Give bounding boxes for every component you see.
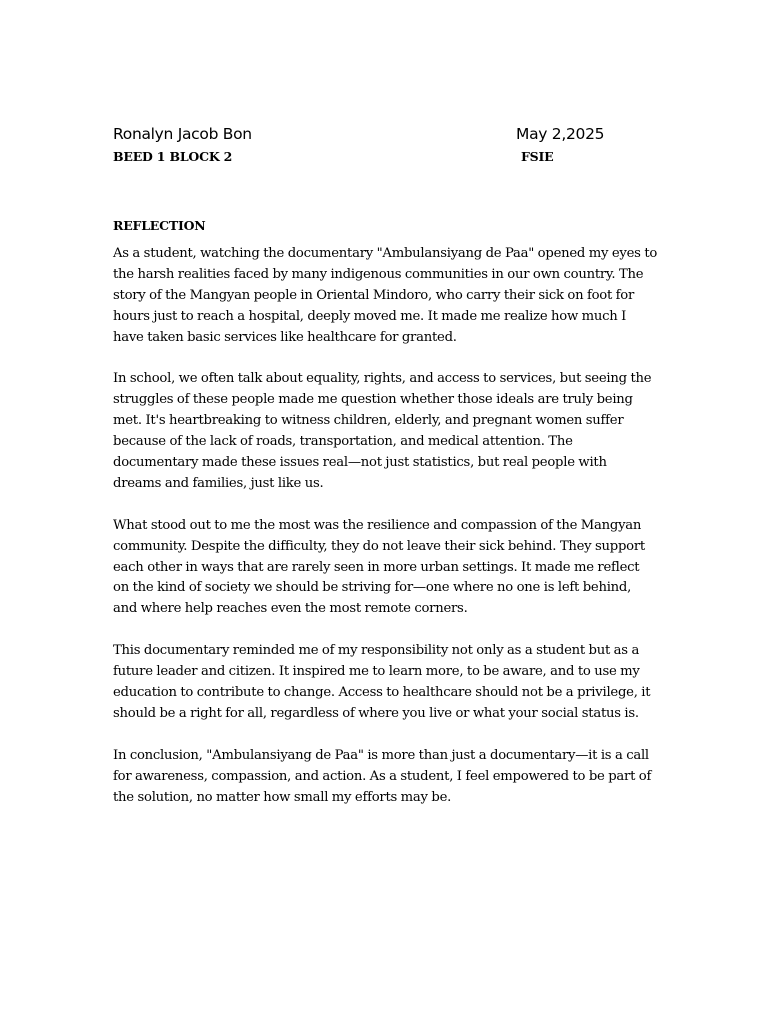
paragraph: As a student, watching the documentary "Ambulansiyang de Paa" opened my eyes to the harsh realities faced by many indigenous communities in our own country. The story of the Mangyan people in Oriental Mindoro, who carry their sick on foot for hours just to reach a hospital, deeply moved me. It made me realize how much I have taken basic services like healthcare for granted. xyxy=(113,246,658,345)
document-date: May 2,2025 xyxy=(516,125,605,143)
paragraph: What stood out to me the most was the resilience and compassion of the Mangyan community. Despite the difficulty, they do not leave their sick behind. They support each other in ways that are rarely seen in more urban settings. It made me reflect on the kind of society we should be striving for—one where no one is left behind, and where help reaches even the most remote corners. xyxy=(113,517,645,617)
paragraph: In conclusion, "Ambulansiyang de Paa" is more than just a documentary—it is a call for awareness, compassion, and action. As a student, I feel empowered to be part of the solution, no matter how small my efforts may be. xyxy=(113,747,652,805)
document-body xyxy=(113,216,658,829)
header-row-1 xyxy=(113,125,653,149)
author-name: Ronalyn Jacob Bon xyxy=(113,125,252,143)
header-row-2 xyxy=(113,149,653,169)
document-title: REFLECTION xyxy=(113,218,206,233)
paragraph: This documentary reminded me of my responsibility not only as a student but as a future leader and citizen. It inspired me to learn more, to be aware, and to use my education to contribute to change. Access to healthcare should not be a privilege, it should be a right for all, regardless of where you live or what your social status is. xyxy=(113,643,651,721)
author-department: FSIE xyxy=(521,149,554,164)
paragraph: In school, we often talk about equality, rights, and access to services, but seeing the struggles of these people made me question whether those ideals are truly being met. It's heartbreaking to witness children, elderly, and pregnant women suffer because of the lack of roads, transportation, and medical attention. The documentary made these issues real—not just statistics, but real people with dreams and families, just like us. xyxy=(113,371,652,491)
author-section: BEED 1 BLOCK 2 xyxy=(113,149,233,164)
document-header xyxy=(113,125,653,169)
